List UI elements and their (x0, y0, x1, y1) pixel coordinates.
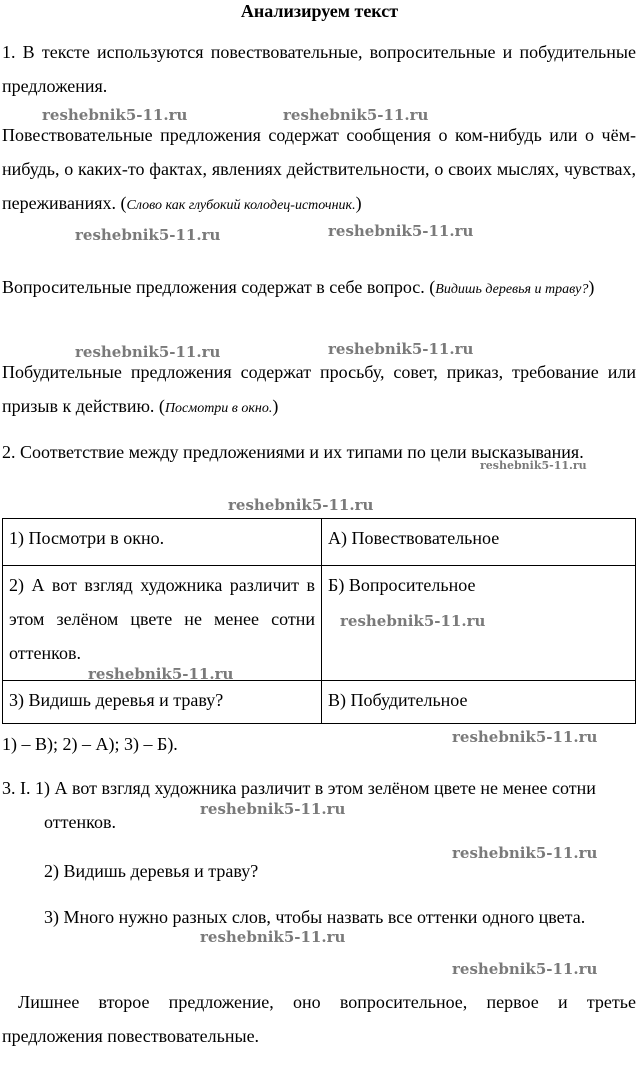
section3-item3: 3) Много нужно разных слов, чтобы назвать все оттенки одного цвета. (44, 907, 586, 927)
watermark: reshebnik5-11.ru (328, 340, 474, 358)
watermark: reshebnik5-11.ru (228, 496, 374, 514)
section3-item2: 2) Видишь деревья и траву? (44, 861, 259, 881)
watermark: reshebnik5-11.ru (340, 612, 486, 630)
section2-heading: 2. Соответствие между предложениями и их типами по цели высказывания. (2, 442, 584, 462)
table-row (3, 566, 636, 681)
matching-table (2, 518, 636, 724)
table-cell-type: В) Побудительное (322, 681, 636, 724)
watermark: reshebnik5-11.ru (480, 459, 587, 472)
imperative-example: Посмотри в окно. (164, 401, 273, 416)
watermark: reshebnik5-11.ru (42, 106, 188, 124)
watermark: reshebnik5-11.ru (452, 728, 598, 746)
table-cell-sentence: 2) А вот взгляд художника различит в этом зелёном цвете не менее сотни оттенков. (3, 566, 322, 681)
section3-conclusion: Лишнее второе предложение, оно вопросительное, первое и третье предложения повествовательные. (2, 992, 636, 1046)
imperative-close: ) (272, 396, 279, 416)
watermark: reshebnik5-11.ru (452, 844, 598, 862)
section2-answer: 1) – В); 2) – А); 3) – Б). (2, 734, 178, 754)
watermark: reshebnik5-11.ru (283, 106, 429, 124)
table-cell-sentence: 3) Видишь деревья и траву? (3, 681, 322, 724)
table-row (3, 681, 636, 724)
declarative-close: ) (355, 193, 362, 213)
section1-imperative (2, 355, 636, 426)
watermark: reshebnik5-11.ru (452, 960, 598, 978)
table-cell-sentence: 1) Посмотри в окно. (3, 519, 322, 566)
watermark: reshebnik5-11.ru (200, 928, 346, 946)
watermark: reshebnik5-11.ru (328, 222, 474, 240)
interrogative-example: Видишь деревья и траву? (435, 282, 589, 297)
interrogative-close: ) (588, 277, 595, 297)
section1-intro: 1. В тексте используются повествовательные, вопросительные и побудительные предложения. (2, 42, 636, 96)
section1-declarative (2, 118, 636, 223)
declarative-example: Слово как глубокий колодец-источник. (126, 198, 356, 213)
interrogative-text: Вопросительные предложения содержат в себе вопрос. ( (2, 277, 436, 297)
imperative-text: Побудительные предложения содержат просьбу, совет, приказ, требование или призыв к действию. ( (2, 362, 636, 416)
section1-interrogative (2, 270, 636, 307)
watermark: reshebnik5-11.ru (75, 226, 221, 244)
watermark: reshebnik5-11.ru (200, 800, 346, 818)
declarative-text: Повествовательные предложения содержат сообщения о ком-нибудь или о чём-нибудь, о каких-то фактах, явлениях действительности, о своих мыслях, чувствах, переживаниях. ( (2, 125, 636, 213)
section3-item1: 3. I. 1) А вот взгляд художника различит в этом зелёном цвете не менее сотни оттенков. (2, 778, 596, 832)
table-cell-type: Б) Вопросительное (322, 566, 636, 681)
watermark: reshebnik5-11.ru (75, 343, 221, 361)
watermark: reshebnik5-11.ru (88, 665, 234, 683)
page-title: Анализируем текст (240, 1, 399, 21)
table-cell-type: А) Повествовательное (322, 519, 636, 566)
table-row (3, 519, 636, 566)
